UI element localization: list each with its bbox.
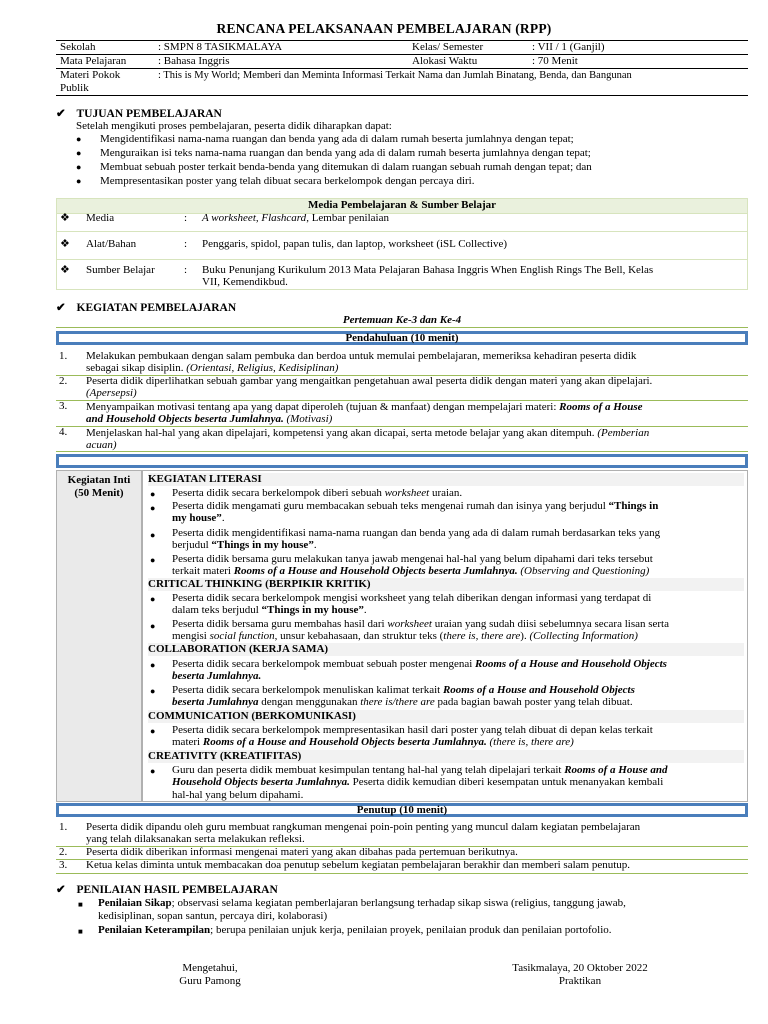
alokasi-label: Alokasi Waktu [412,55,478,67]
creat-item-1-cont [172,776,740,789]
media-colon: : [184,212,188,224]
sekolah-label: Sekolah [60,41,96,53]
item-text: berjudul [172,539,212,551]
square-bullet-icon: ■ [78,927,83,936]
row-number: 1. [59,821,68,833]
comm-item-1: Peserta didik secara berkelompok mempresentasikan hasil dari poster yang telah dibuat di depan kelas terkait [172,724,653,736]
pend-row-4 [56,426,748,452]
bullet-icon: ● [76,148,82,158]
checkmark-icon: ✔ [56,108,66,120]
penutup-bar [56,803,748,817]
item-text: dengan menggunakan [258,696,361,708]
item-text-italic: worksheet [384,487,430,499]
item-text-bold-italic: Rooms of a House and Household Objects beserta Jumlahnya. [202,736,487,748]
diamond-bullet-icon: ❖ [60,212,70,224]
literasi-item-3-cont [172,539,740,552]
tujuan-item-text: Membuat sebuah poster terkait benda-benda yang ditemukan di dalam ruangan sebuah rumah dengan tepat; dan [100,161,592,173]
collab-item-1-cont [172,670,740,683]
bullet-icon: ● [150,621,156,631]
literasi-item-1 [172,487,740,500]
info-row-materi [56,68,748,95]
pertemuan-label: Pertemuan Ke-3 dan Ke-4 [56,314,748,328]
item-text: Peserta didik kemudian diberi kesempatan untuk menanyakan kembali [349,776,664,788]
sekolah-value: : SMPN 8 TASIKMALAYA [158,41,283,53]
pend-row-2 [56,375,748,401]
row-number: 3. [59,400,68,412]
materi-value: : This is My World; Memberi dan Meminta Informasi Terkait Nama dan Jumlah Binatang, Benda, dan Bangunan [158,70,632,81]
item-text: ). [520,630,530,642]
item-text: uraian yang sudah diisi sebelumnya secara lisan serta [431,618,670,630]
bullet-icon: ● [150,555,156,565]
bullet-icon: ● [150,594,156,604]
tujuan-item-text: Mengidentifikasi nama-nama ruangan dan benda yang ada di dalam rumah beserta jumlahnya dengan tepat; [100,133,574,145]
item-text: uraian. [429,487,463,499]
literasi-item-3: Peserta didik mengidentifikasi nama-nama ruangan dan benda yang ada di dalam rumah berdasarkan teks yang [172,527,661,539]
tujuan-list [76,133,748,189]
media-value-italic: A worksheet, Flashcard [202,212,307,224]
row-text: sebagai sikap disiplin. [86,362,187,374]
penilaian-sikap-cont: kedisiplinan, sopan santun, percaya diri, kolaborasi) [98,910,328,922]
sumber-colon: : [184,264,188,276]
critical-item-2-cont [172,630,740,643]
checkmark-icon: ✔ [56,884,66,896]
media-value-rest: , Lembar penilaian [306,212,389,224]
pen-row-2 [56,846,748,860]
materi-label-2: Publik [60,82,89,94]
row-text-bold-italic: Rooms of a House [559,401,643,413]
kegiatan-heading-text: KEGIATAN PEMBELAJARAN [76,302,237,314]
info-row-mapel [56,54,748,68]
item-text: mengisi [172,630,210,642]
diamond-bullet-icon: ❖ [60,264,70,276]
item-text-bold-italic: Rooms of a House and Household Objects [475,658,667,670]
item-text: . [363,604,367,616]
tujuan-intro: Setelah mengikuti proses pembelajaran, peserta didik diharapkan dapat: [76,120,392,132]
item-text-bold-italic: Rooms of a House and [564,764,668,776]
item-text-italic: social function [209,630,275,642]
square-bullet-icon: ■ [78,900,83,909]
row-text-italic: (Orientasi, Religius, Kedisiplinan) [186,362,339,374]
item-text-bold-italic: Rooms of a House and Household Objects beserta Jumlahnya. [233,565,518,577]
sign-left-1: Mengetahui, [182,962,238,974]
item-text-bold-italic: beserta Jumlahnya [172,696,259,708]
kelas-label: Kelas/ Semester [412,41,484,53]
row-text: Melakukan pembukaan dengan salam pembuka dan berdoa untuk memulai pembelajaran, memeriksa kehadiran peserta didik [86,350,637,362]
list-item [76,133,748,147]
tujuan-heading-text: TUJUAN PEMBELAJARAN [76,108,222,120]
row-number: 1. [59,350,68,362]
row-text-italic: (Motivasi) [283,413,333,425]
sikap-text: ; observasi selama kegiatan pemberlajaran berlangsung terhadap sikap siswa (religius, tanggung jawab, [171,897,626,909]
kegiatan-inti-label: Kegiatan Inti [67,474,131,486]
keterampilan-label: Penilaian Keterampilan [98,924,211,936]
materi-label: Materi Pokok [60,69,121,81]
keterampilan-text: ; berupa penilaian unjuk kerja, penilaian proyek, penilaian produk dan penilaian portofolio. [210,924,612,936]
pend-row-1 [56,350,748,376]
critical-item-1: Peserta didik secara berkelompok mengisi worksheet yang telah diberikan dengan informasi yang terdapat di [172,592,652,604]
checkmark-icon: ✔ [56,302,66,314]
row-text-italic: (Apersepsi) [86,387,137,399]
item-text: Peserta didik bersama guru membahas hasil dari [172,618,388,630]
row-text-italic: acuan) [86,439,117,451]
kegiatan-inti-duration: (50 Menit) [74,487,124,499]
kelas-value: : VII / 1 (Ganjil) [532,41,605,53]
item-text: materi [172,736,203,748]
item-text: Peserta didik secara berkelompok diberi sebuah [172,487,385,499]
item-text-bold: “Things in my house” [211,539,314,551]
row-text-bold-italic: and Household Objects beserta Jumlahnya. [86,413,284,425]
list-item [76,161,748,175]
penilaian-keterampilan [98,924,612,937]
comm-heading: COMMUNICATION (BERKOMUNIKASI) [148,710,744,723]
sikap-label: Penilaian Sikap [98,897,172,909]
row-text: Peserta didik dipandu oleh guru membuat rangkuman mengenai poin-poin penting yang muncul dalam kegiatan pembelajaran [86,821,641,833]
row-text: Menjelaskan hal-hal yang akan dipelajari, kompetensi yang akan dicapai, serta metode belajar yang akan ditempuh. [86,427,598,439]
alokasi-value: : 70 Menit [532,55,578,67]
item-text-bold-italic: beserta Jumlahnya. [172,670,262,682]
item-text-bold-italic: Rooms of a House and Household Objects [442,684,635,696]
mapel-label: Mata Pelajaran [60,55,127,67]
item-text-italic: worksheet [387,618,432,630]
row-number: 2. [59,375,68,387]
bullet-icon: ● [150,530,156,540]
item-text-bold: “Things in my house” [261,604,364,616]
item-text-italic: there is, there are [443,630,521,642]
alat-label: Alat/Bahan [86,238,137,250]
literasi-heading: KEGIATAN LITERASI [148,473,744,486]
literasi-item-4: Peserta didik bersama guru melakukan tanya jawab mengenai hal-hal yang belum dipahami dari teks tersebut [172,553,653,565]
row-text: Ketua kelas diminta untuk membacakan doa penutup sebelum kegiatan pembelajaran berakhir dan memberi salam penutup. [86,859,631,871]
creat-heading: CREATIVITY (KREATIFITAS) [148,750,744,763]
row-text: Menyampaikan motivasi tentang apa yang dapat diperoleh (tujuan & manfaat) dengan mempelajari materi: [86,401,560,413]
inti-bar [56,454,748,468]
info-table [56,40,748,96]
item-text: pada bagian bawah poster yang telah dibuat. [434,696,633,708]
media-label: Media [86,212,115,224]
penilaian-heading [56,884,278,897]
item-text-italic: (Collecting Information) [529,630,638,642]
item-text: . [221,512,225,524]
divider [57,259,747,260]
pend-row-3 [56,400,748,427]
sign-right-1: Tasikmalaya, 20 Oktober 2022 [512,962,648,974]
item-text-italic: (Observing and Questioning) [517,565,650,577]
penutup-label: Penutup (10 menit) [356,804,448,816]
alat-colon: : [184,238,188,250]
penilaian-sikap [98,897,746,910]
sign-left-2: Guru Pamong [179,975,241,987]
pen-row-3 [56,859,748,874]
bullet-icon: ● [76,134,82,144]
critical-heading: CRITICAL THINKING (BERPIKIR KRITIK) [148,578,744,591]
mapel-value: : Bahasa Inggris [158,55,230,67]
alat-value: Penggaris, spidol, papan tulis, dan laptop, worksheet (iSL Collective) [202,238,508,250]
diamond-bullet-icon: ❖ [60,238,70,250]
item-text: . [313,539,317,551]
penilaian-heading-text: PENILAIAN HASIL PEMBELAJARAN [76,884,278,896]
comm-item-1-cont [172,736,740,749]
media-heading: Media Pembelajaran & Sumber Belajar [57,199,747,214]
item-text-bold: “Things in [608,500,659,512]
creat-item-1-cont-2: hal-hal yang belum dipahami. [172,789,304,801]
list-item [76,175,748,189]
tujuan-item-text: Mempresentasikan poster yang telah dibuat secara berkelompok dengan percaya diri. [100,175,475,187]
item-text: terkait materi [172,565,234,577]
tujuan-item-text: Menguraikan isi teks nama-nama ruangan dan benda yang ada di dalam rumah beserta jumlahnya dengan tepat; [100,147,591,159]
item-text-bold: my house” [172,512,222,524]
collab-heading: COLLABORATION (KERJA SAMA) [148,643,744,656]
kegiatan-inti-cell [56,470,142,802]
item-text: Peserta didik secara berkelompok membuat sebuah poster mengenai [172,658,476,670]
pendahuluan-label: Pendahuluan (10 menit) [345,332,459,344]
item-text: dalam teks berjudul [172,604,262,616]
item-text: Peserta didik secara berkelompok menuliskan kalimat terkait [172,684,443,696]
collab-item-2-cont [172,696,740,709]
row-number: 3. [59,859,68,871]
item-text: , unsur kebahasaan, dan struktur teks ( [274,630,444,642]
item-text: Peserta didik mengamati guru membacakan sebuah teks mengenai rumah dan isinya yang berjudul [172,500,609,512]
bullet-icon: ● [76,176,82,186]
media-value [202,212,389,225]
sumber-value-2: VII, Kemendikbud. [202,276,288,288]
pen-row-1 [56,821,748,847]
bullet-icon: ● [150,766,156,776]
bullet-icon: ● [150,489,156,499]
bullet-icon: ● [150,503,156,513]
critical-item-1-cont [172,604,740,617]
item-text-italic: (there is, there are) [486,736,574,748]
pendahuluan-bar [56,331,748,345]
sumber-value-1: Buku Penunjang Kurikulum 2013 Mata Pelajaran Bahasa Inggris When English Rings The Bell, Kelas [202,264,654,276]
item-text: Guru dan peserta didik membuat kesimpulan tentang hal-hal yang telah dipelajari terkait [172,764,565,776]
bullet-icon: ● [76,162,82,172]
bullet-icon: ● [150,686,156,696]
sumber-label: Sumber Belajar [86,264,155,276]
row-text: Peserta didik diperlihatkan sebuah gambar yang mengaitkan pengetahuan awal peserta didik dengan materi yang akan dipelajari. [86,375,653,387]
row-number: 2. [59,846,68,858]
list-item [76,147,748,161]
row-number: 4. [59,426,68,438]
sign-right-2: Praktikan [558,975,602,987]
document-title: RENCANA PELAKSANAAN PEMBELAJARAN (RPP) [216,21,552,36]
row-text-italic: (Pemberian [597,427,650,439]
divider [57,231,747,232]
row-text: Peserta didik diberikan informasi mengenai materi yang akan dibahas pada pertemuan berikutnya. [86,846,518,858]
bullet-icon: ● [150,726,156,736]
item-text-bold-italic: Household Objects beserta Jumlahnya. [172,776,350,788]
bullet-icon: ● [150,660,156,670]
literasi-item-2-cont [172,512,740,525]
literasi-item-4-cont [172,565,740,578]
info-row-sekolah [56,41,748,54]
row-text: yang telah dilaksanakan serta melakukan refleksi. [86,833,305,845]
item-text-italic: there is/there are [360,696,435,708]
